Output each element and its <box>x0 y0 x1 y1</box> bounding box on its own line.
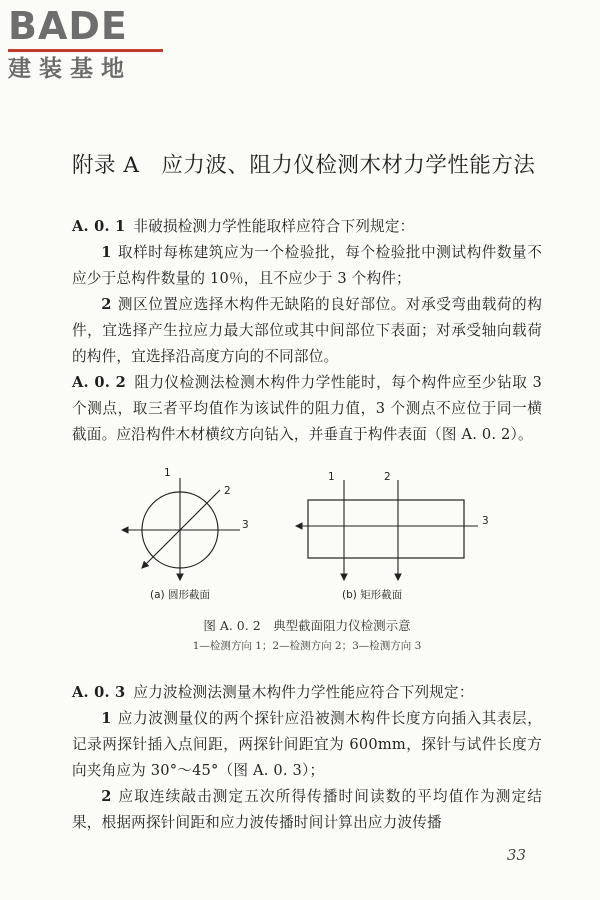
appendix-title: 附录 A 应力波、阻力仪检测木材力学性能方法 <box>72 153 536 178</box>
list-item <box>72 240 542 292</box>
clause-a02 <box>72 370 542 448</box>
list-item <box>72 292 542 370</box>
site-logo <box>8 4 173 84</box>
figure-legend: 1—检测方向 1；2—检测方向 2；3—检测方向 3 <box>192 640 422 652</box>
label-rectangular: (b) 矩形截面 <box>342 589 403 601</box>
logo-divider <box>8 49 163 52</box>
item-text: 应取连续敲击测定五次所得传播时间读数的平均值作为测定结果，根据两探针间距和应力波传播时间计算出应力波传播 <box>72 788 542 831</box>
clause-text: 应力波检测法测量木构件力学性能应符合下列规定： <box>133 684 474 701</box>
item-text: 测区位置应选择木构件无缺陷的良好部位。对承受弯曲载荷的构件，宜选择产生拉应力最大部位或其中间部位下表面；对承受轴向载荷的构件，宜选择沿高度方向的不同部位。 <box>72 296 542 365</box>
logo-subtitle: 建装基地 <box>8 56 132 82</box>
clause-text: 非破损检测力学性能取样应符合下列规定： <box>133 218 415 235</box>
item-text: 取样时每栋建筑应为一个检验批，每个检验批中测试构件数量不应少于总构件数量的 10％，且不应少于 3 个构件； <box>72 244 542 287</box>
item-number: 1 <box>101 244 112 261</box>
figure-caption: 图 A. 0. 2 典型截面阻力仪检测示意 <box>203 618 411 633</box>
figure-a02-diagram <box>120 468 500 608</box>
item-text: 应力波测量仪的两个探针应沿被测木构件长度方向插入其表层，记录两探针插入点间距，两探针间距宜为 600mm，探针与试件长度方向夹角应为 30°～45°（图 A. 0. 3）； <box>72 710 542 779</box>
marker-1: 1 <box>328 471 335 483</box>
rectangular-section <box>308 500 464 558</box>
marker-3: 3 <box>242 519 249 531</box>
item-number: 2 <box>101 296 112 313</box>
clause-number: A. 0. 1 <box>72 218 126 235</box>
clause-a03 <box>72 680 542 706</box>
clause-text: 阻力仪检测法检测木构件力学性能时，每个构件应至少钻取 3 个测点，取三者平均值作为该试件的阻力值，3 个测点不应位于同一横截面。应沿构件木材横纹方向钻入，并垂直于构件表面（图 A. 0. 2）。 <box>72 374 542 443</box>
clause-number: A. 0. 2 <box>72 374 126 391</box>
marker-3: 3 <box>482 515 489 527</box>
item-number: 1 <box>101 710 112 727</box>
marker-1: 1 <box>164 468 171 479</box>
section-a01 <box>72 214 542 448</box>
item-number: 2 <box>101 788 112 805</box>
list-item <box>72 784 542 836</box>
direction-2-arrow <box>142 490 220 568</box>
logo-brand: BADE <box>8 4 128 48</box>
marker-2: 2 <box>384 471 391 483</box>
list-item <box>72 706 542 784</box>
clause-number: A. 0. 3 <box>72 684 126 701</box>
page-number: 33 <box>506 846 526 864</box>
section-a03 <box>72 680 542 836</box>
label-circular: (a) 圆形截面 <box>150 589 210 601</box>
clause-a01 <box>72 214 542 240</box>
marker-2: 2 <box>224 485 231 497</box>
